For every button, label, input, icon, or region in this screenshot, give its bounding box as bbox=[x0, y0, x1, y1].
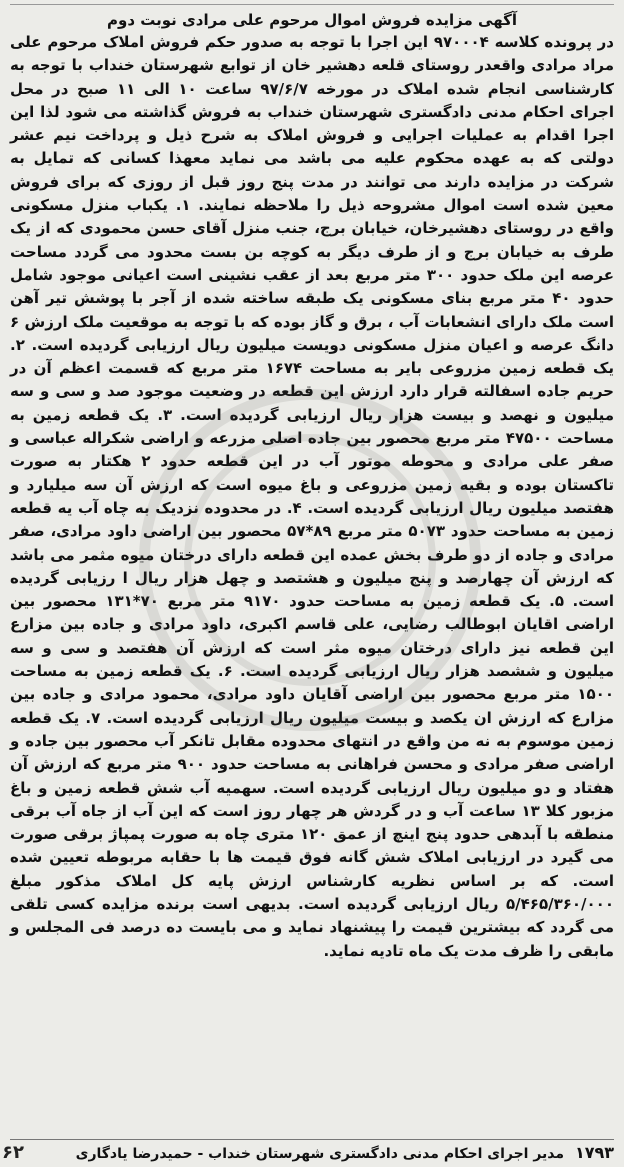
top-rule bbox=[10, 4, 614, 8]
corner-mark: ۶۲ bbox=[2, 1142, 24, 1163]
notice-signature: مدیر اجرای احکام مدنی دادگستری شهرستان خنداب - حمیدرضا یادگاری bbox=[75, 1146, 565, 1162]
notice-body: در پرونده کلاسه ۹۷۰۰۰۴ این اجرا با توجه به صدور حکم فروش املاک مرحوم علی مراد مرادی واقعدر روستای قلعه دهشیر خان از توابع شهرستان خنداب با توجه به کارشناسی انجام شده املاک در مورخه ۹۷/۶/۷ ساعت ۱۰ الی ۱۱ صبح در محل اجرای احکام مدنی دادگستری شهرستان خنداب به فروش گذاشته می شود لذا این اجرا اقدام به عملیات اجرایی و فروش املاک به شرح ذیل و پرداخت نیم عشر دولتی که به عهده محکوم علیه می باشد می نماید معهذا کسانی که تمایل به شرکت در مزایده دارند می توانند در مدت پنج روز قبل از روزی که برای فروش معین شده است اموال مشروحه ذیل را ملاحظه نمایند. ۱. یکباب منزل مسکونی واقع در روستای دهشیرخان، خیابان برج، جنب منزل آقای حسن محمودی که از یک طرف به خیابان برج و از طرف دیگر به کوچه بن بست محدود می گردد مساحت عرصه این ملک حدود ۳۰۰ متر مربع بعد از عقب نشینی است اعیانی موجود شامل حدود ۴۰ متر مربع بنای مسکونی یک طبقه ساخته شده از آجر با پوشش تیر آهن است ملک دارای انشعابات آب ، برق و گاز بوده که با توجه به موقعیت ملک ارزش ۶ دانگ عرصه و اعیان منزل مسکونی دویست میلیون ریال ارزیابی گردیده است. ۲. یک قطعه زمین مزروعی بایر به مساحت ۱۶۷۴ متر مربع که قسمت اعظم آن در حریم جاده اسفالته قرار دارد ارزش این قطعه در وضعیت موجود صد و سی و سه میلیون و نهصد و بیست هزار ریال ارزیابی گردیده است. ۳. یک قطعه زمین به مساحت ۴۷۵۰۰ متر مربع محصور بین جاده اصلی مزرعه و اراضی شکراله عباسی و صفر علی مرادی و محوطه موتور آب در این قطعه حدود ۲ هکتار به صورت تاکستان بوده و بقیه زمین مزروعی و باغ میوه است که ارزش آن سه میلیارد و هفتصد میلیون ریال ارزیابی گردیده است. ۴. در محدوده نزدیک به چاه آب یه قطعه زمین به مساحت حدود ۵۰۷۳ متر مربع ۸۹*۵۷ محصور بین اراضی داود مرادی، صفر مرادی و جاده از دو طرف بخش عمده این قطعه دارای درختان میوه مثمر می باشد که ارزش آن چهارصد و پنج میلیون و هشتصد و چهل هزار ریال ا رزیابی گردیده است. ۵. یک قطعه زمین به مساحت حدود ۹۱۷۰ متر مربع ۷۰*۱۳۱ محصور بین اراضی اقایان ابوطالب رضایی، علی قاسم اکبری، داود مرادی و جاده بین مزارع این قطعه نیز دارای درختان میوه مثر است که ارزش آن هفتصد و سی و سه میلیون و ششصد هزار ریال ارزیابی گردیده است. ۶. یک قطعه زمین به مساحت ۱۵۰۰ متر مربع محصور بین اراضی آقایان داود مرادی، محمود مرادی و جاده بین مزارع که ارزش ان یکصد و بیست میلیون ریال ارزیابی گردیده است. ۷. یک قطعه زمین موسوم به نه من واقع در انتهای محدوده مقابل تانکر آب محصور بین جاده و اراضی صفر مرادی و محسن فراهانی به مساحت حدود ۹۰۰ متر مربع که ارزش آن هفتاد و دو میلیون ریال ارزیابی گردیده است. سهمیه آب شش قطعه زمین و باغ مزبور کلا ۱۳ ساعت آب و در گردش هر چهار روز است که این آب از جاه آب برقی منطقه با آبدهی حدود پنج اینچ از عمق ۱۲۰ متری چاه به صورت پمپاژ برقی صورت می گیرد در ارزیابی املاک شش گانه فوق قیمت ها با حقابه مربوطه تعیین شده است. که بر اساس نظریه کارشناس ارزش پایه کل املاک مذکور مبلغ ۵/۴۶۵/۳۶۰/۰۰۰ ریال ارزیابی گردیده است. بدیهی است برنده مزایده کسی تلقی می گردد که بیشترین قیمت را پیشنهاد نماید و می بایست ده درصد فی المجلس و مابقی را ظرف مدت یک ماه تادیه نماید. bbox=[10, 33, 615, 960]
notice-footer bbox=[10, 1139, 614, 1165]
notice-number: ۱۷۹۳ bbox=[574, 1143, 614, 1162]
notice-title: آگهی مزایده فروش اموال مرحوم علی مرادی نوبت دوم bbox=[107, 11, 517, 29]
